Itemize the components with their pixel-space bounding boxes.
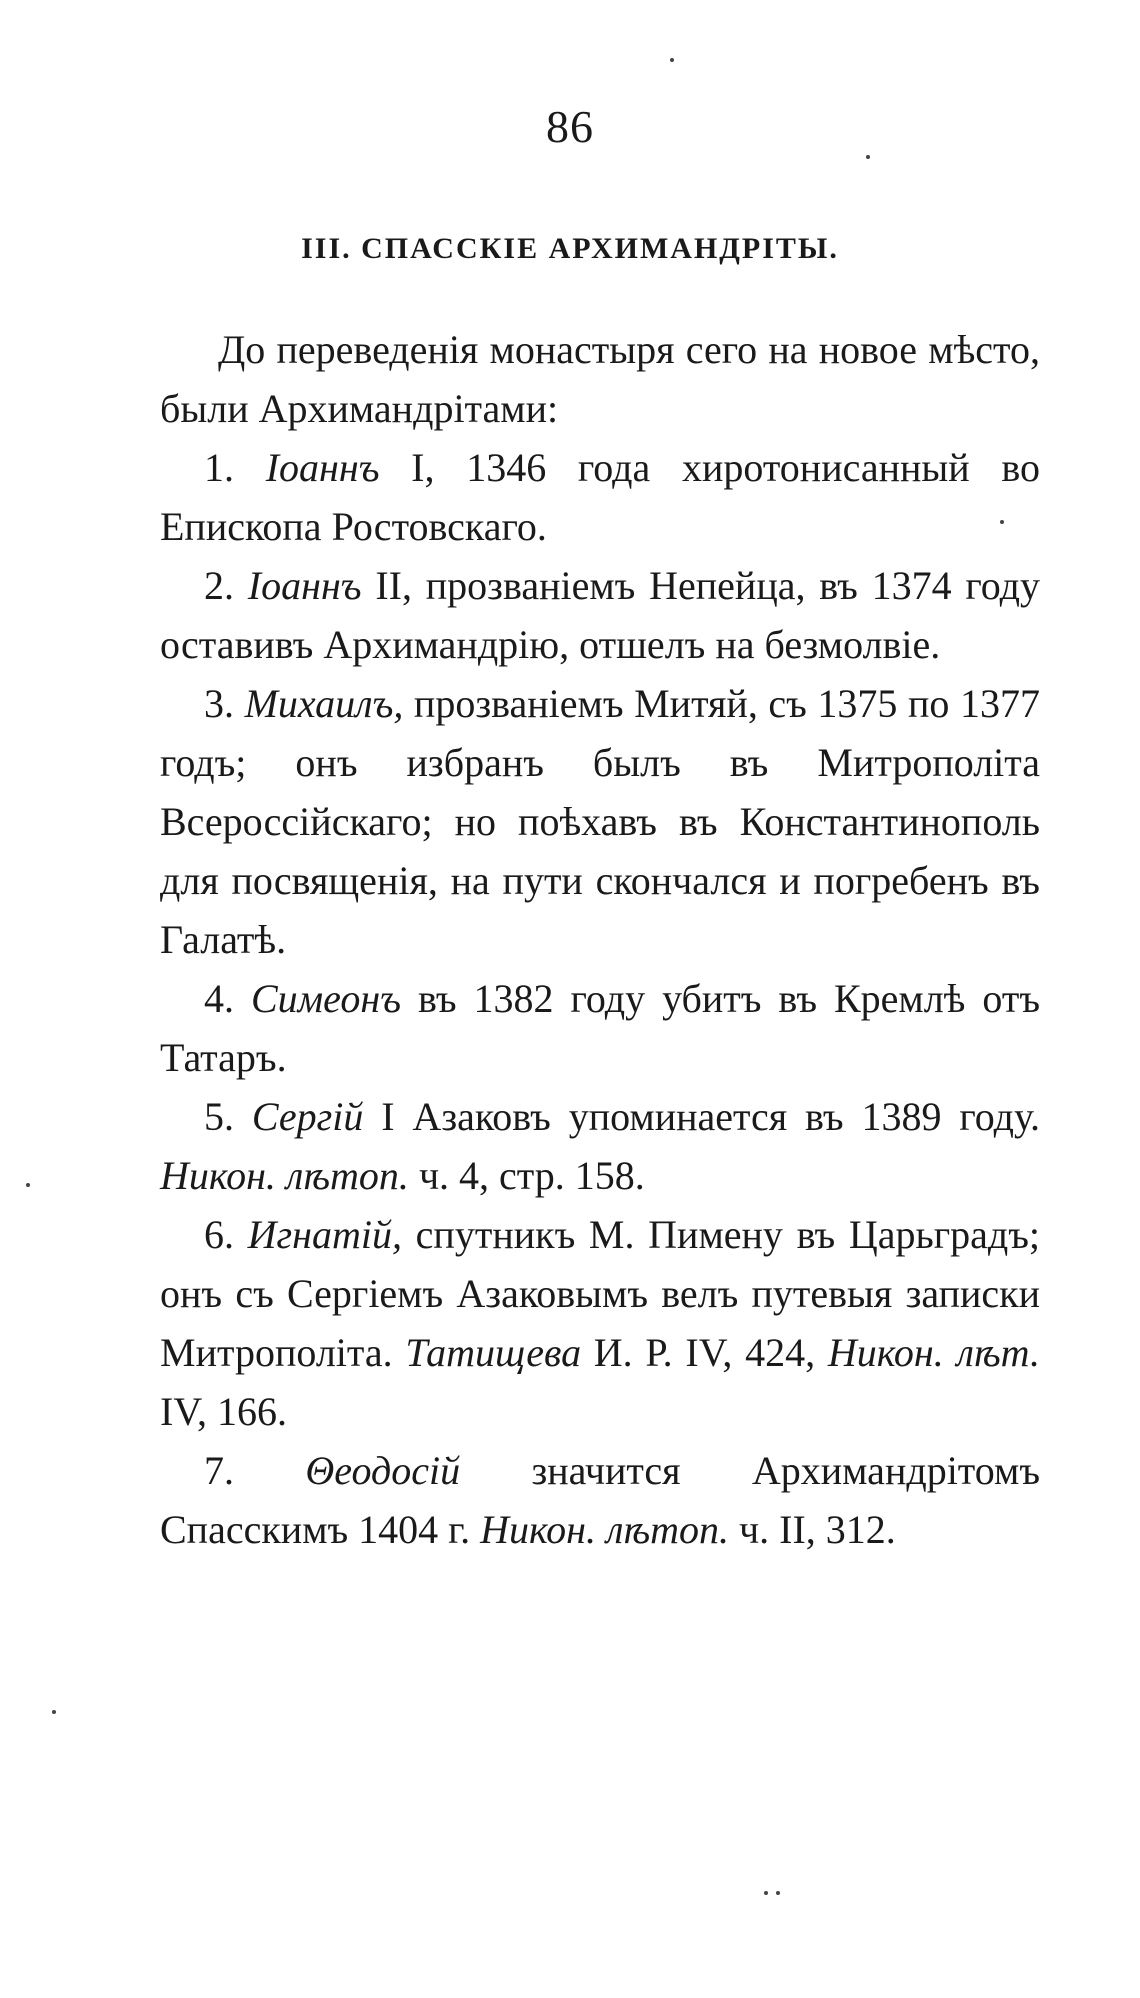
intro-paragraph — [160, 320, 1040, 438]
entry-number: 7. — [204, 1448, 234, 1493]
entry-number: 6. — [204, 1212, 234, 1257]
entry-reference: Никон. лѣтоп. — [160, 1153, 409, 1198]
print-speck — [866, 155, 870, 159]
entry-name: Θеодосій — [305, 1448, 461, 1493]
entry-text-mid: И. Р. IV, 424, — [581, 1330, 828, 1375]
entry-text: II, прозваніемъ Непейца, въ 1374 году оставивъ Архимандрію, отшелъ на безмолвіе. — [160, 563, 1041, 667]
entry-paragraph-5 — [160, 1087, 1040, 1205]
entry-text-end: ч. 4, стр. 158. — [408, 1153, 645, 1198]
print-speck — [764, 1891, 768, 1895]
entry-reference: Татищева — [405, 1330, 582, 1375]
entry-name: Сергій — [251, 1094, 364, 1139]
entry-number: 2. — [204, 563, 234, 608]
entry-name: Симеонъ — [250, 976, 402, 1021]
entry-paragraph-4 — [160, 969, 1040, 1087]
entry-paragraph-3 — [160, 674, 1040, 969]
entry-name: Игнатій, — [247, 1212, 403, 1257]
print-speck — [52, 1710, 56, 1714]
print-speck — [776, 1891, 780, 1895]
print-speck — [670, 58, 674, 62]
entry-text: значится Архимандрітомъ Спасскимъ 1404 г. — [160, 1448, 1040, 1552]
entry-reference: Никон. лѣтоп. — [480, 1507, 730, 1552]
intro-text: До переведенія монастыря сего на новое мѣсто, были Архимандрітами: — [160, 327, 1040, 431]
entry-name: Іоаннъ — [247, 563, 362, 608]
entry-number: 4. — [204, 976, 234, 1021]
entry-paragraph-7 — [160, 1441, 1040, 1559]
entry-text-end: IV, 166. — [160, 1389, 288, 1434]
body-text — [160, 320, 1040, 1559]
entry-paragraph-6 — [160, 1205, 1040, 1441]
section-heading: III. СПАССКІЕ АРХИМАНДРІТЫ. — [301, 232, 839, 265]
entry-text: I, 1346 года хиротонисанный во Епископа Ростовскаго. — [160, 445, 1041, 549]
print-speck — [1000, 520, 1004, 524]
entry-number: 3. — [204, 681, 234, 726]
entry-paragraph-2 — [160, 556, 1040, 674]
entry-name: Михаилъ, — [244, 681, 404, 726]
print-speck — [26, 1183, 30, 1187]
entry-text: спутникъ М. Пимену въ Царьградъ; онъ съ Сергіемъ Азаковымъ велъ путевыя записки Митрополіта. — [160, 1212, 1041, 1375]
entry-text: прозваніемъ Митяй, съ 1375 по 1377 годъ; онъ избранъ былъ въ Митрополіта Всероссійскаго; но поѣхавъ въ Константинополь для посвященія, на пути скончался и погребенъ въ Галатѣ. — [160, 681, 1041, 962]
entry-reference: Никон. лѣт. — [827, 1330, 1040, 1375]
page-number: 86 — [546, 101, 594, 152]
entry-name: Іоаннъ — [265, 445, 380, 490]
entry-text-end: ч. II, 312. — [729, 1507, 896, 1552]
entry-number: 1. — [204, 445, 234, 490]
entry-number: 5. — [204, 1094, 234, 1139]
entry-text: въ 1382 году убитъ въ Кремлѣ отъ Татаръ. — [160, 976, 1040, 1080]
entry-paragraph-1 — [160, 438, 1040, 556]
entry-text: I Азаковъ упоминается въ 1389 году. — [363, 1094, 1040, 1139]
